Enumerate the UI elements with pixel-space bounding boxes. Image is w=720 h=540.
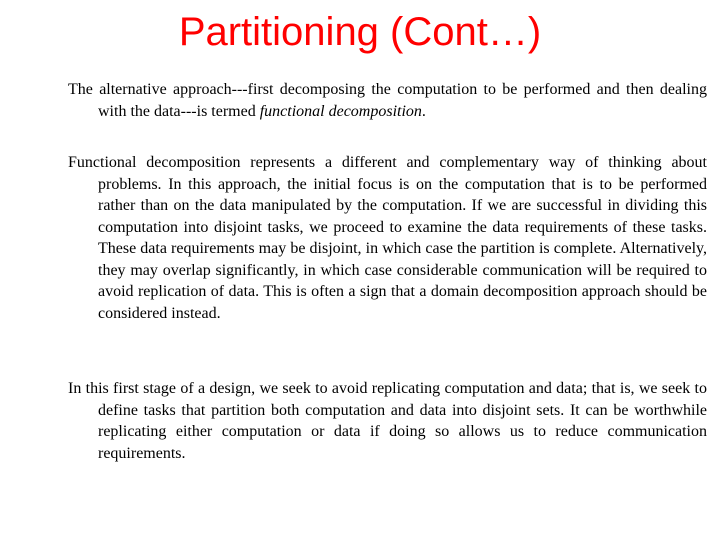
slide-title: Partitioning (Cont…) <box>178 10 542 54</box>
paragraph-first-stage-design: In this first stage of a design, we seek to avoid replicating computation and data; that is, we seek to define tasks that partition both computation and data into disjoint sets. It can be worthwhile replicating either computation or data if doing so allows us to reduce communication requirements. <box>68 380 707 462</box>
paragraph-functional-decomposition-detail: Functional decomposition represents a different and complementary way of thinking about problems. In this approach, the initial focus is on the computation that is to be performed rather than on the data manipulated by the computation. If we are successful in dividing this computation into disjoint tasks, we proceed to examine the data requirements of these tasks. These data requirements may be disjoint, in which case the partition is complete. Alternatively, they may overlap significantly, in which case considerable communication will be required to avoid replication of data. This is often a sign that a domain decomposition approach should be considered instead. <box>68 154 707 322</box>
emphasized-term: functional decomposition <box>259 102 422 120</box>
paragraph-text-end: . <box>421 102 426 120</box>
paragraph-text: The alternative approach---first decomposing the computation to be performed and then dealing with the data---is termed <box>68 81 707 120</box>
paragraph-functional-decomposition-intro <box>68 79 707 122</box>
